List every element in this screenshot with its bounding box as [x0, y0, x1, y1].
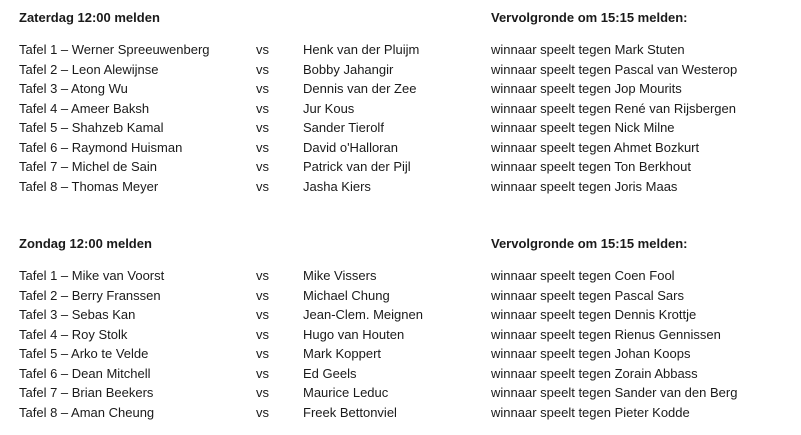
- match-row: [0, 118, 801, 138]
- table-player: Tafel 1 – Werner Spreeuwenberg: [19, 42, 210, 57]
- table-player: Tafel 5 – Arko te Velde: [19, 346, 149, 361]
- saturday-header: [0, 10, 801, 30]
- table-player: Tafel 3 – Atong Wu: [19, 81, 128, 96]
- match-row: [0, 138, 801, 158]
- match-row: [0, 40, 801, 60]
- match-row: [0, 305, 801, 325]
- opponent: Ed Geels: [303, 365, 357, 381]
- next-round: winnaar speelt tegen Zorain Abbass: [491, 365, 698, 381]
- next-round: winnaar speelt tegen Pascal Sars: [491, 287, 684, 303]
- match-row: [0, 344, 801, 364]
- vs-label: vs: [256, 120, 269, 135]
- opponent: Jasha Kiers: [303, 178, 371, 194]
- vs-label: vs: [256, 346, 269, 361]
- vs-label: vs: [256, 61, 269, 77]
- match-row: [0, 266, 801, 286]
- opponent: Hugo van Houten: [303, 326, 405, 342]
- match-row: [0, 157, 801, 177]
- next-round: winnaar speelt tegen Pieter Kodde: [491, 404, 690, 420]
- next-round: winnaar speelt tegen Sander van den Berg: [491, 385, 738, 400]
- match-row: [0, 286, 801, 306]
- opponent: Jur Kous: [303, 100, 355, 116]
- opponent: Henk van der Pluijm: [303, 42, 420, 57]
- opponent: Dennis van der Zee: [303, 81, 417, 96]
- vs-label: vs: [256, 287, 269, 303]
- table-player: Tafel 4 – Roy Stolk: [19, 326, 128, 342]
- match-row: [0, 79, 801, 99]
- vs-label: vs: [256, 42, 269, 57]
- next-round: winnaar speelt tegen René van Rijsbergen: [491, 100, 736, 116]
- next-round: winnaar speelt tegen Rienus Gennissen: [491, 326, 721, 342]
- match-row: [0, 383, 801, 403]
- table-player: Tafel 8 – Aman Cheung: [19, 404, 155, 420]
- vs-label: vs: [256, 385, 269, 400]
- opponent: Sander Tierolf: [303, 120, 384, 135]
- vs-label: vs: [256, 178, 269, 194]
- table-player: Tafel 2 – Leon Alewijnse: [19, 61, 159, 77]
- opponent: Freek Bettonviel: [303, 404, 397, 420]
- table-player: Tafel 4 – Ameer Baksh: [19, 100, 150, 116]
- table-player: Tafel 7 – Michel de Sain: [19, 159, 158, 174]
- saturday-followup-heading: Vervolgronde om 15:15 melden:: [491, 10, 688, 25]
- saturday-heading: Zaterdag 12:00 melden: [19, 10, 160, 25]
- table-player: Tafel 6 – Raymond Huisman: [19, 139, 183, 155]
- match-row: [0, 99, 801, 119]
- vs-label: vs: [256, 326, 269, 342]
- opponent: Michael Chung: [303, 287, 390, 303]
- vs-label: vs: [256, 365, 269, 381]
- next-round: winnaar speelt tegen Jop Mourits: [491, 81, 682, 96]
- table-player: Tafel 2 – Berry Franssen: [19, 287, 161, 303]
- match-row: [0, 177, 801, 197]
- opponent: Mike Vissers: [303, 268, 377, 283]
- next-round: winnaar speelt tegen Dennis Krottje: [491, 307, 697, 322]
- match-row: [0, 403, 801, 423]
- vs-label: vs: [256, 307, 269, 322]
- next-round: winnaar speelt tegen Mark Stuten: [491, 42, 685, 57]
- next-round: winnaar speelt tegen Coen Fool: [491, 268, 675, 283]
- sunday-heading: Zondag 12:00 melden: [19, 236, 152, 251]
- opponent: David o'Halloran: [303, 139, 398, 155]
- next-round: winnaar speelt tegen Ton Berkhout: [491, 159, 691, 174]
- table-player: Tafel 7 – Brian Beekers: [19, 385, 154, 400]
- table-player: Tafel 3 – Sebas Kan: [19, 307, 136, 322]
- sunday-followup-heading: Vervolgronde om 15:15 melden:: [491, 236, 688, 251]
- vs-label: vs: [256, 139, 269, 155]
- saturday-match-list: [0, 40, 801, 196]
- next-round: winnaar speelt tegen Johan Koops: [491, 346, 691, 361]
- opponent: Bobby Jahangir: [303, 61, 394, 77]
- table-player: Tafel 1 – Mike van Voorst: [19, 268, 165, 283]
- table-player: Tafel 5 – Shahzeb Kamal: [19, 120, 164, 135]
- opponent: Patrick van der Pijl: [303, 159, 411, 174]
- sunday-section: [0, 236, 801, 420]
- vs-label: vs: [256, 159, 269, 174]
- next-round: winnaar speelt tegen Nick Milne: [491, 120, 675, 135]
- match-row: [0, 364, 801, 384]
- sunday-match-list: [0, 266, 801, 422]
- saturday-section: [0, 10, 801, 194]
- table-player: Tafel 6 – Dean Mitchell: [19, 365, 151, 381]
- next-round: winnaar speelt tegen Pascal van Westerop: [491, 61, 738, 77]
- vs-label: vs: [256, 81, 269, 96]
- opponent: Mark Koppert: [303, 346, 382, 361]
- next-round: winnaar speelt tegen Ahmet Bozkurt: [491, 139, 700, 155]
- opponent: Maurice Leduc: [303, 385, 389, 400]
- table-player: Tafel 8 – Thomas Meyer: [19, 178, 159, 194]
- vs-label: vs: [256, 100, 269, 116]
- sunday-header: [0, 236, 801, 256]
- vs-label: vs: [256, 268, 269, 283]
- match-row: [0, 60, 801, 80]
- opponent: Jean-Clem. Meignen: [303, 307, 423, 322]
- next-round: winnaar speelt tegen Joris Maas: [491, 178, 678, 194]
- vs-label: vs: [256, 404, 269, 420]
- match-row: [0, 325, 801, 345]
